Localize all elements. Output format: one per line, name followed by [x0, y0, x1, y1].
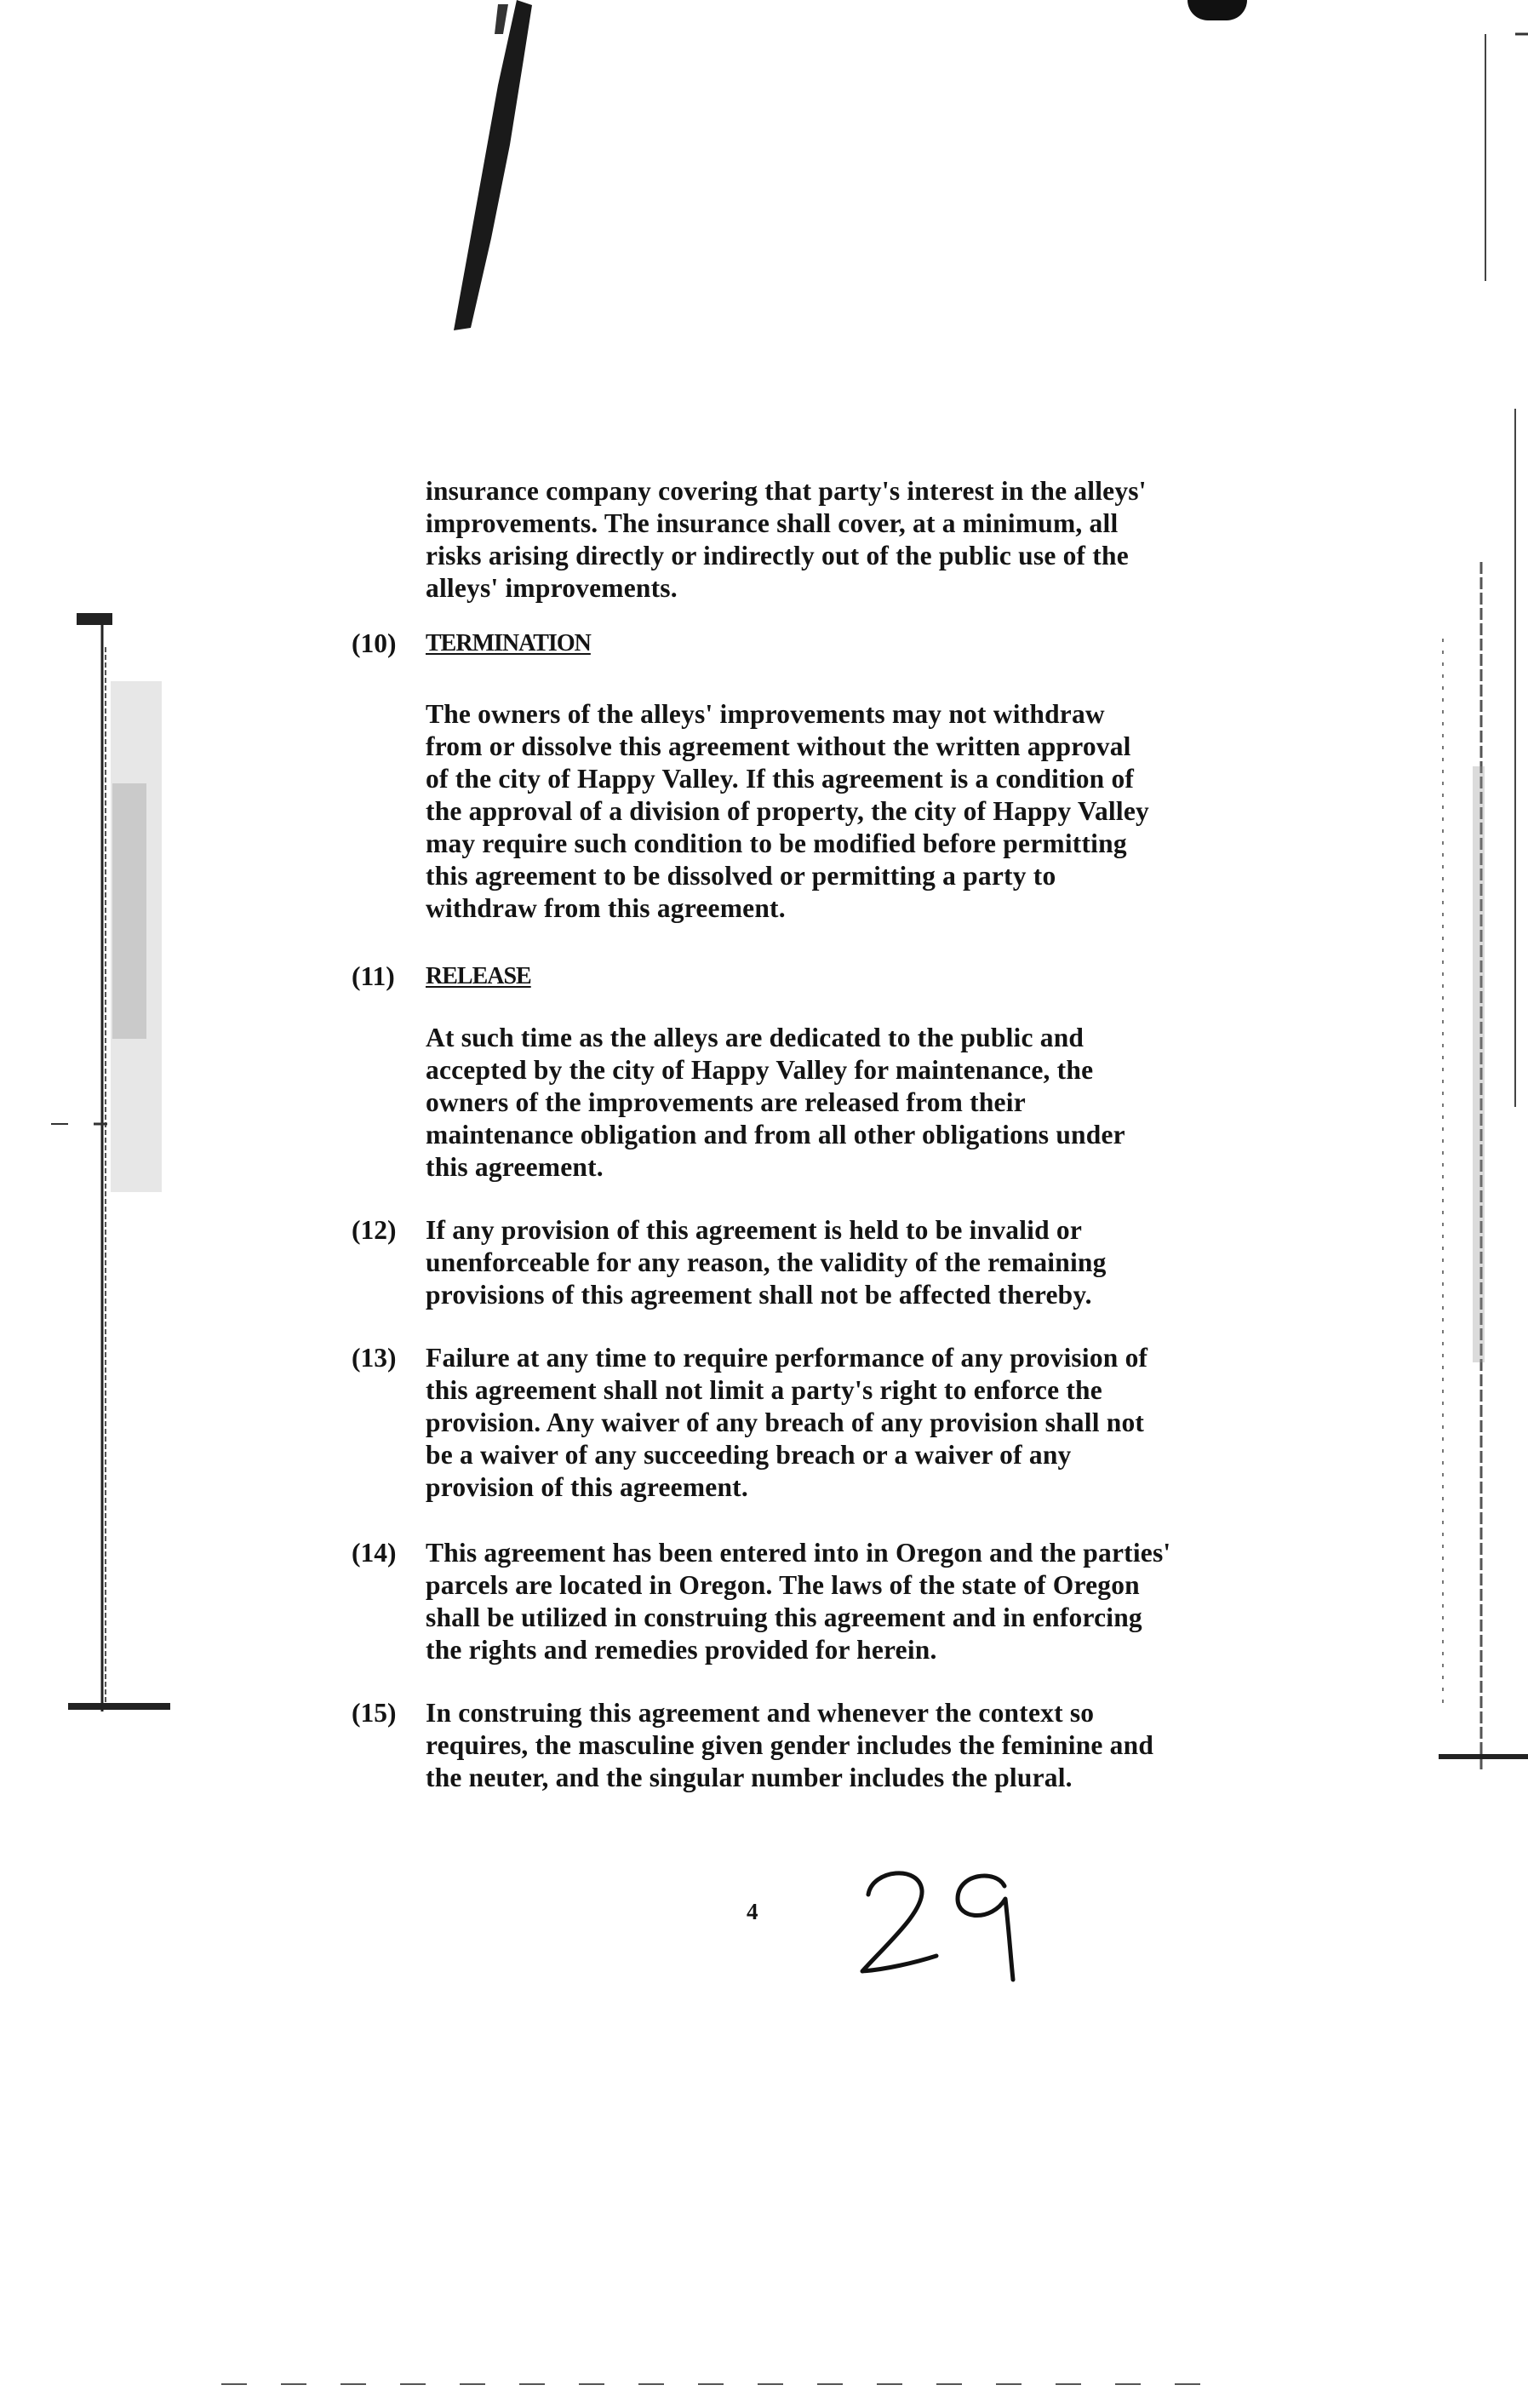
- section-11-body: At such time as the alleys are dedicated to the public and accepted by the city of Happy Valley for maintenance, the owners of the improvements are released from their maintenance obligation and from all other obligations under this agreement.: [426, 1023, 1125, 1182]
- scan-right-edge-noise: [1405, 0, 1528, 2408]
- scan-smear-mark: [438, 0, 532, 332]
- section-12-number: (12): [352, 1215, 397, 1245]
- section-13-number: (13): [352, 1343, 397, 1373]
- scan-bottom-edge-noise: [221, 2380, 1200, 2388]
- section-11-heading: RELEASE: [426, 963, 531, 989]
- intro-paragraph: insurance company covering that party's interest in the alleys' improvements. The insurance shall cover, at a minimum, all risks arising directly or indirectly out of the public use of the alleys' improvements.: [426, 476, 1147, 603]
- section-12-body: If any provision of this agreement is held to be invalid or unenforceable for any reason, the validity of the remaining provisions of this agreement shall not be affected thereby.: [426, 1215, 1107, 1310]
- section-14-body: This agreement has been entered into in Oregon and the parties' parcels are located in Oregon. The laws of the state of Oregon shall be utilized in construing this agreement and in enforcing the rights and remedies provided for herein.: [426, 1538, 1171, 1665]
- section-13-body: Failure at any time to require performance of any provision of this agreement shall not limit a party's right to enforce the provision. Any waiver of any breach of any provision shall not be a waiver of any succeeding breach or a waiver of any provision of this agreement.: [426, 1343, 1148, 1502]
- scan-left-edge-noise: [51, 613, 170, 1720]
- section-10-number: (10): [352, 628, 397, 658]
- section-10-body: The owners of the alleys' improvements may not withdraw from or dissolve this agreement without the written approval of the city of Happy Valley. If this agreement is a condition of the approval of a division of property, the city of Happy Valley may require such condition to be modified before permitting this agreement to be dissolved or permitting a party to withdraw from this agreement.: [426, 699, 1149, 923]
- page-number: 4: [747, 1899, 758, 1924]
- scan-blob-mark: [1187, 0, 1247, 20]
- handwritten-page-number: [856, 1860, 1026, 1988]
- section-15-body: In construing this agreement and whenever the context so requires, the masculine given gender includes the feminine and the neuter, and the singular number includes the plural.: [426, 1698, 1154, 1792]
- section-10-heading: TERMINATION: [426, 630, 591, 656]
- section-14-number: (14): [352, 1538, 397, 1568]
- section-15-number: (15): [352, 1698, 397, 1728]
- section-11-number: (11): [352, 961, 395, 991]
